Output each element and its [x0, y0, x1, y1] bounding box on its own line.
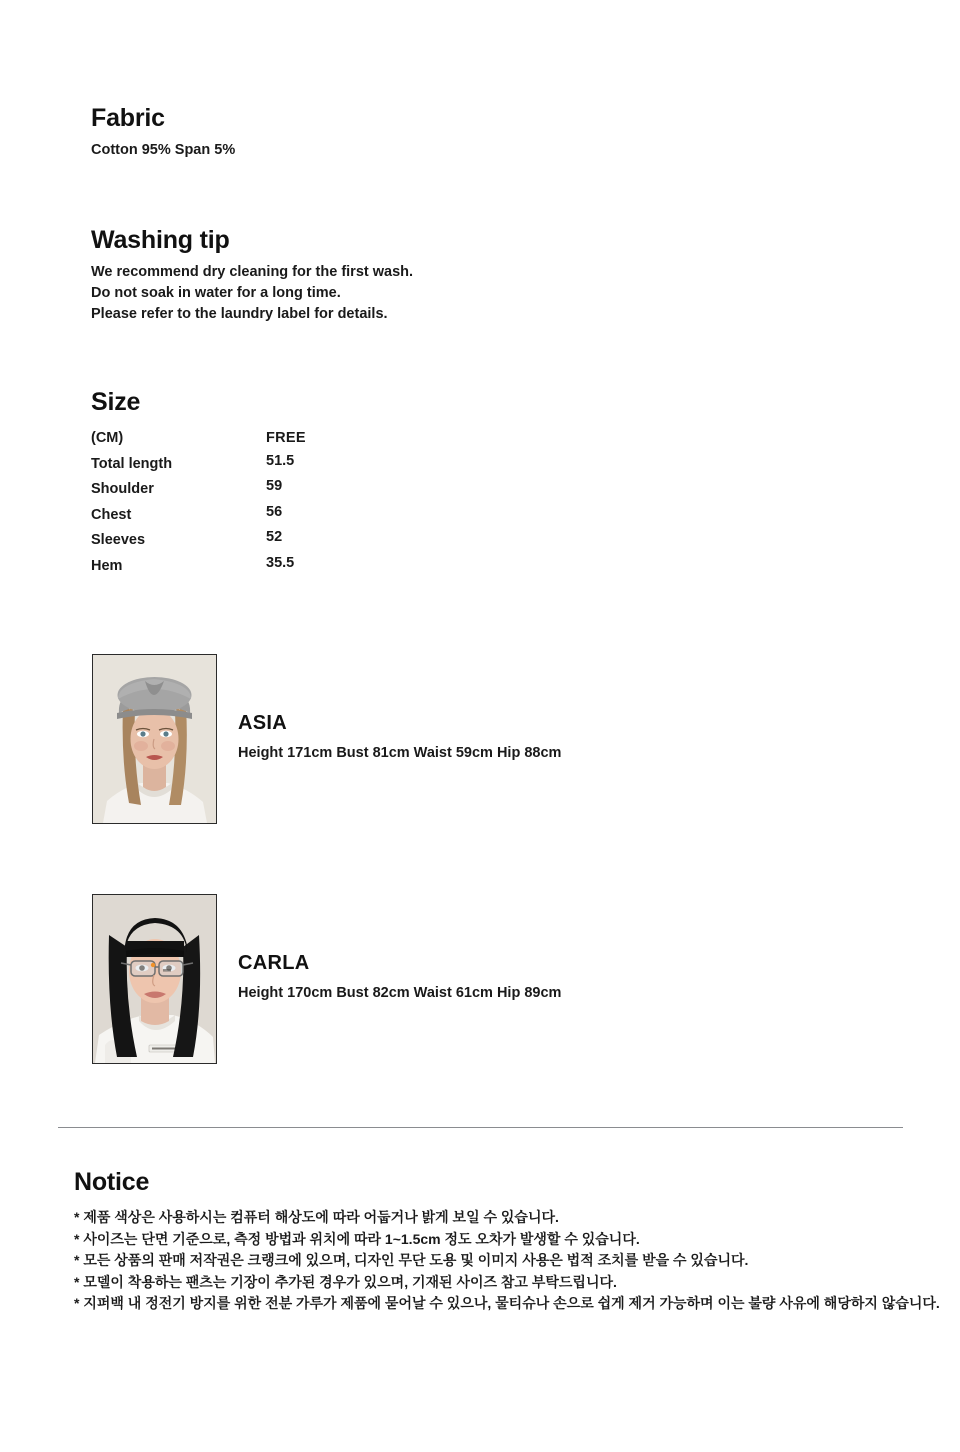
model-name: CARLA [238, 952, 310, 974]
size-row-value: 52 [266, 529, 283, 545]
size-row-value: 59 [266, 478, 283, 494]
model-info-carla [238, 952, 561, 1001]
size-title: Size [91, 388, 141, 416]
notice-line: * 모델이 착용하는 팬츠는 기장이 추가된 경우가 있으며, 기재된 사이즈 참고 부탁드립니다. [74, 1273, 617, 1290]
model-measurements: Height 170cm Bust 82cm Waist 61cm Hip 89cm [238, 985, 562, 1001]
fabric-composition: Cotton 95% Span 5% [91, 142, 236, 158]
notice-line: * 모든 상품의 판매 저작권은 크랭크에 있으며, 디자인 무단 도용 및 이미지 사용은 법적 조치를 받을 수 있습니다. [74, 1252, 749, 1268]
size-row-label: Chest [91, 506, 132, 523]
size-section [91, 388, 306, 579]
model-measurements: Height 171cm Bust 81cm Waist 59cm Hip 88cm [238, 745, 562, 761]
section-divider [58, 1127, 903, 1128]
table-row [91, 554, 306, 580]
washing-tip-title: Washing tip [91, 226, 230, 254]
washing-tip-section [91, 226, 413, 325]
model-portrait-illustration [93, 895, 216, 1063]
fabric-section [91, 104, 235, 161]
size-row-label: Shoulder [91, 481, 154, 497]
size-row-value: 56 [266, 503, 283, 520]
notice-section [74, 1168, 940, 1315]
size-row-label: Hem [91, 557, 123, 574]
size-table [91, 426, 306, 579]
size-row-label: Sleeves [91, 532, 146, 548]
washing-tip-line: Do not soak in water for a long time. [91, 285, 341, 301]
model-portrait-illustration [93, 655, 216, 823]
model-info-asia [238, 712, 561, 761]
model-photo-asia [92, 654, 217, 824]
size-row-label: Total length [91, 455, 173, 472]
washing-tip-line: Please refer to the laundry label for details. [91, 306, 388, 322]
size-unit-header: (CM) [91, 430, 124, 446]
model-name: ASIA [238, 712, 287, 734]
size-row-value: 51.5 [266, 452, 295, 469]
model-photo-carla [92, 894, 217, 1064]
notice-line: * 지퍼백 내 정전기 방지를 위한 전분 가루가 제품에 묻어날 수 있으나, 물티슈나 손으로 쉽게 제거 가능하며 이는 불량 사유에 해당하지 않습니다. [74, 1295, 940, 1311]
fabric-title: Fabric [91, 104, 165, 132]
size-row-value: 35.5 [266, 554, 295, 571]
notice-line: * 사이즈는 단면 기준으로, 측정 방법과 위치에 따라 1~1.5cm 정도 오차가 발생할 수 있습니다. [74, 1230, 640, 1247]
washing-tip-line: We recommend dry cleaning for the first wash. [91, 264, 414, 280]
notice-line: * 제품 색상은 사용하시는 컴퓨터 해상도에 따라 어둡거나 밝게 보일 수 있습니다. [74, 1209, 559, 1225]
notice-title: Notice [74, 1168, 150, 1196]
size-column-header-free: FREE [266, 430, 306, 446]
